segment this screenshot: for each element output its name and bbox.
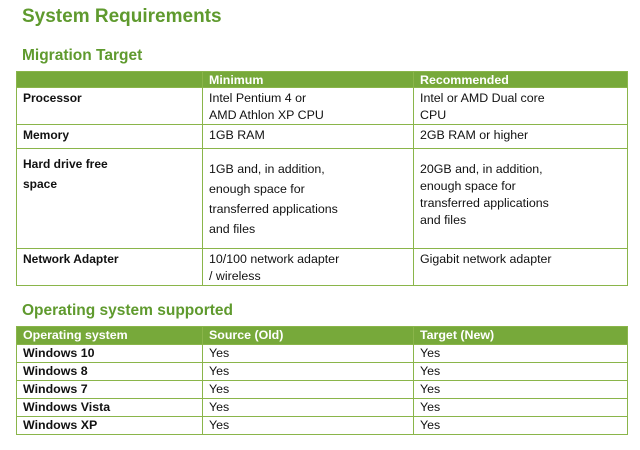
header-cell-source: Source (Old) xyxy=(203,327,414,345)
os-name: Windows Vista xyxy=(17,399,203,417)
minimum-value: 10/100 network adapter / wireless xyxy=(203,249,414,286)
source-value: Yes xyxy=(203,345,414,363)
migration-heading: Migration Target xyxy=(22,47,143,64)
table-row xyxy=(17,363,628,381)
os-name: Windows 8 xyxy=(17,363,203,381)
header-cell-minimum: Minimum xyxy=(203,72,414,88)
source-value: Yes xyxy=(203,381,414,399)
row-label: Processor xyxy=(17,88,203,125)
target-value: Yes xyxy=(414,399,628,417)
table-header-row xyxy=(17,72,628,88)
os-table xyxy=(16,326,628,435)
minimum-value: Intel Pentium 4 or AMD Athlon XP CPU xyxy=(203,88,414,125)
source-value: Yes xyxy=(203,363,414,381)
os-name: Windows 10 xyxy=(17,345,203,363)
header-cell-recommended: Recommended xyxy=(414,72,628,88)
recommended-value: Intel or AMD Dual core CPU xyxy=(414,88,628,125)
table-row xyxy=(17,149,628,249)
header-cell-target: Target (New) xyxy=(414,327,628,345)
header-cell xyxy=(17,72,203,88)
row-label: Network Adapter xyxy=(17,249,203,286)
target-value: Yes xyxy=(414,363,628,381)
target-value: Yes xyxy=(414,345,628,363)
os-name: Windows 7 xyxy=(17,381,203,399)
table-row xyxy=(17,417,628,435)
row-label: Hard drive free space xyxy=(17,149,203,249)
recommended-value: 20GB and, in addition, enough space for transferred applications and files xyxy=(414,149,628,249)
target-value: Yes xyxy=(414,417,628,435)
recommended-value: 2GB RAM or higher xyxy=(414,125,628,149)
table-row xyxy=(17,88,628,125)
target-value: Yes xyxy=(414,381,628,399)
header-cell-os: Operating system xyxy=(17,327,203,345)
recommended-value: Gigabit network adapter xyxy=(414,249,628,286)
table-row xyxy=(17,345,628,363)
minimum-value: 1GB and, in addition, enough space for transferred applications and files xyxy=(203,149,414,249)
source-value: Yes xyxy=(203,399,414,417)
os-heading: Operating system supported xyxy=(22,302,234,319)
table-row xyxy=(17,249,628,286)
table-row xyxy=(17,399,628,417)
table-row xyxy=(17,125,628,149)
table-header-row xyxy=(17,327,628,345)
migration-table xyxy=(16,71,628,286)
table-row xyxy=(17,381,628,399)
minimum-value: 1GB RAM xyxy=(203,125,414,149)
os-name: Windows XP xyxy=(17,417,203,435)
row-label: Memory xyxy=(17,125,203,149)
page-title: System Requirements xyxy=(22,6,222,27)
source-value: Yes xyxy=(203,417,414,435)
